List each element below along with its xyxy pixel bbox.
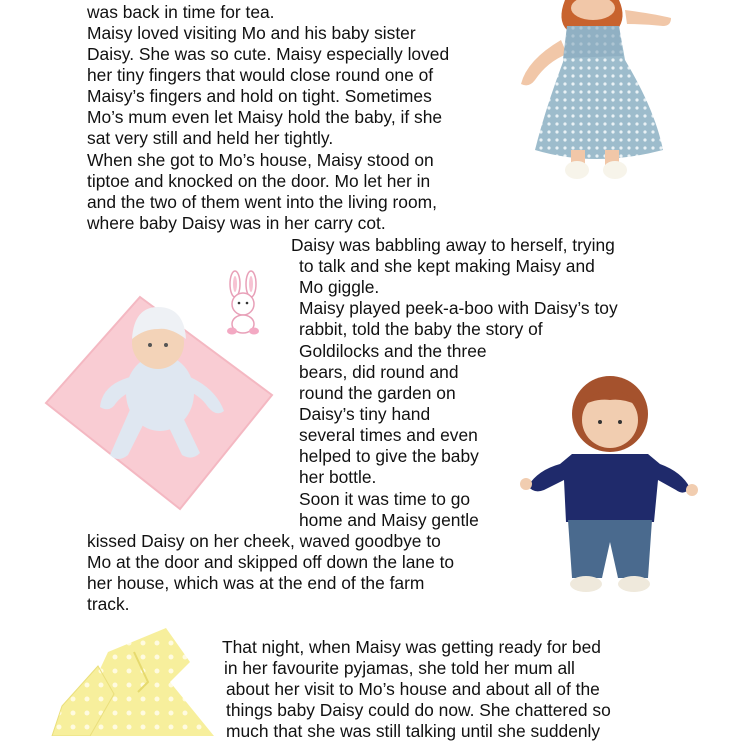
story-line: Mo giggle.: [299, 277, 380, 297]
story-line: rabbit, told the baby the story of: [299, 319, 543, 339]
story-line: in her favourite pyjamas, she told her mum all: [224, 658, 575, 678]
story-line: her tiny fingers that would close round one of: [87, 65, 434, 85]
story-line: Daisy’s tiny hand: [299, 404, 431, 424]
story-line: where baby Daisy was in her carry cot.: [87, 213, 386, 233]
story-line: Maisy played peek-a-boo with Daisy’s toy: [299, 298, 618, 318]
story-line: Mo at the door and skipped off down the lane to: [87, 552, 455, 572]
story-line: was back in time for tea.: [87, 2, 275, 22]
story-line: to talk and she kept making Maisy and: [299, 256, 595, 276]
story-line: round the garden on: [299, 383, 456, 403]
story-line: bears, did round and: [299, 362, 459, 382]
story-line: things baby Daisy could do now. She chattered so: [226, 700, 611, 720]
story-line: kissed Daisy on her cheek, waved goodbye to: [87, 531, 441, 551]
story-line: several times and even: [299, 425, 478, 445]
story-line: When she got to Mo’s house, Maisy stood on: [87, 150, 434, 170]
story-line: Soon it was time to go: [299, 489, 471, 509]
boy-doll-illustration: [514, 372, 704, 604]
story-line: Maisy loved visiting Mo and his baby sister: [87, 23, 416, 43]
bunny-icon: [218, 270, 268, 336]
story-line: much that she was still talking until she suddenly: [226, 721, 601, 741]
story-line: track.: [87, 594, 130, 614]
story-line: her bottle.: [299, 467, 377, 487]
story-line: helped to give the baby: [299, 446, 479, 466]
doll-in-blue-dress-illustration: [505, 0, 680, 190]
story-line: about her visit to Mo’s house and about all of the: [226, 679, 600, 699]
story-line: Mo’s mum even let Maisy hold the baby, if she: [87, 107, 443, 127]
story-line: her house, which was at the end of the farm: [87, 573, 425, 593]
story-line: Maisy’s fingers and hold on tight. Sometimes: [87, 86, 432, 106]
story-line: and the two of them went into the living room,: [87, 192, 437, 212]
story-line: sat very still and held her tightly.: [87, 128, 334, 148]
story-line: That night, when Maisy was getting ready for bed: [222, 637, 601, 657]
story-line: home and Maisy gentle: [299, 510, 479, 530]
yellow-pyjamas-illustration: [38, 622, 222, 736]
story-line: Daisy was babbling away to herself, trying: [291, 235, 615, 255]
story-line: Goldilocks and the three: [299, 341, 487, 361]
story-line: tiptoe and knocked on the door. Mo let her in: [87, 171, 431, 191]
story-line: Daisy. She was so cute. Maisy especially loved: [87, 44, 450, 64]
